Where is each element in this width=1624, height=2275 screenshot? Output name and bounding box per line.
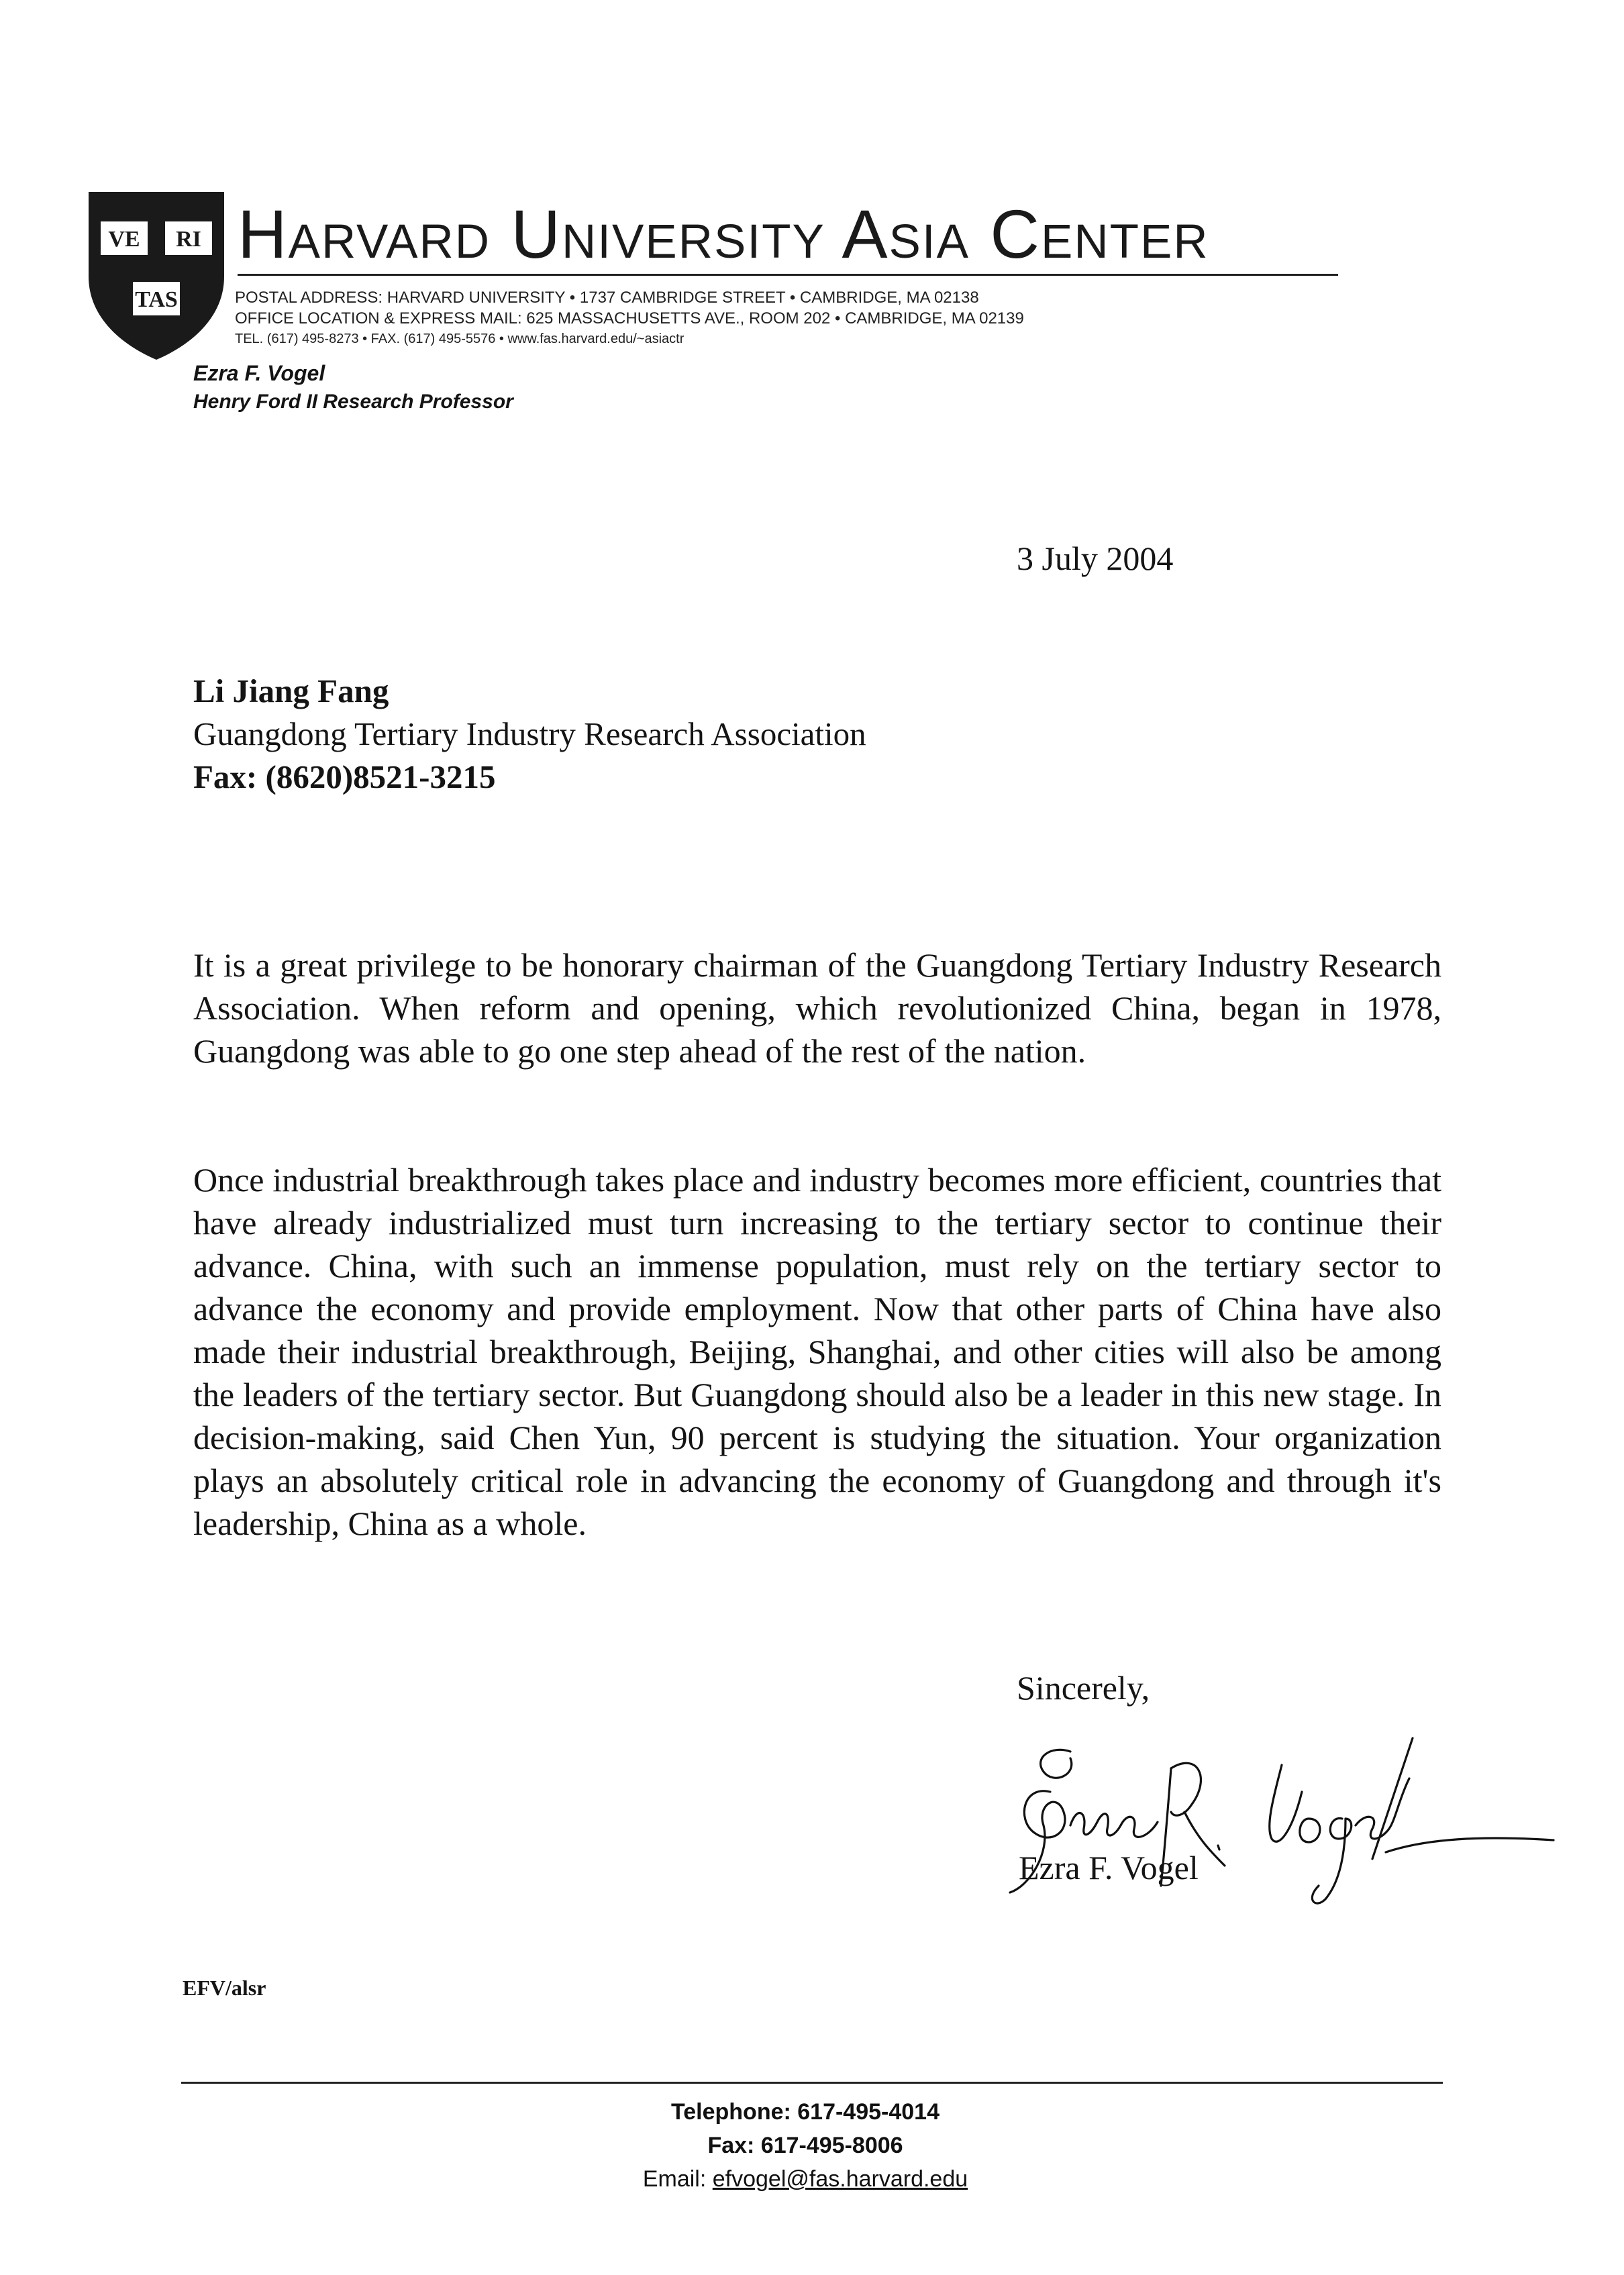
office-location: OFFICE LOCATION & EXPRESS MAIL: 625 MASSACHUSETTS AVE., ROOM 202 • CAMBRIDGE, MA 02139 xyxy=(235,309,1024,327)
typist-initials: EFV/alsr xyxy=(183,1976,266,2000)
harvard-shield-icon xyxy=(86,189,227,362)
shield-text-ri: RI xyxy=(176,227,201,252)
header-divider xyxy=(238,274,1338,276)
footer-contact xyxy=(470,2095,1141,2196)
shield-text-ve: VE xyxy=(108,227,140,252)
recipient-name: Li Jiang Fang xyxy=(193,672,389,709)
recipient-organization: Guangdong Tertiary Industry Research Association xyxy=(193,715,866,752)
footer-email-label: Email: xyxy=(642,2166,713,2192)
footer-divider xyxy=(181,2082,1443,2084)
signer-name: Ezra F. Vogel xyxy=(1019,1849,1199,1886)
footer-fax: Fax: 617-495-8006 xyxy=(707,2133,903,2158)
body-paragraph: It is a great privilege to be honorary chairman of the Guangdong Tertiary Industry Research Association. When reform and opening, which revolutionized China, began in 1978, Guangdong was able to go one step ahead of the rest of the nation. xyxy=(193,946,1441,1070)
footer-email-line xyxy=(470,2162,1141,2196)
footer-telephone: Telephone: 617-495-4014 xyxy=(671,2099,940,2125)
closing: Sincerely, xyxy=(1017,1669,1150,1707)
organization-name: Harvard University Asia Center xyxy=(238,196,1209,272)
author-title: Henry Ford II Research Professor xyxy=(193,391,513,413)
tel-fax-web: TEL. (617) 495-8273 • FAX. (617) 495-5576 • www.fas.harvard.edu/~asiactr xyxy=(235,332,684,346)
shield-text-tas: TAS xyxy=(135,287,178,312)
handwritten-signature xyxy=(970,1711,1560,1926)
author-name: Ezra F. Vogel xyxy=(193,361,325,385)
recipient-fax: Fax: (8620)8521-3215 xyxy=(193,758,496,795)
body-paragraph: Once industrial breakthrough takes place and industry becomes more efficient, countries that have already industrialized must turn increasing to the tertiary sector to continue their advance. China, with such an immense population, must rely on the tertiary sector to advance the economy and provide employment. Now that other parts of China have also made their industrial breakthrough, Beijing, Shanghai, and other cities will also be among the leaders of the tertiary sector. But Guangdong should also be a leader in this new stage. In decision-making, said Chen Yun, 90 percent is studying the situation. Your organization plays an absolutely critical role in advancing the economy of Guangdong and through it's leadership, China as a whole. xyxy=(193,1161,1441,1542)
address-block xyxy=(235,287,1024,350)
footer-email-link[interactable]: efvogel@fas.harvard.edu xyxy=(712,2166,968,2192)
postal-address: POSTAL ADDRESS: HARVARD UNIVERSITY • 1737 CAMBRIDGE STREET • CAMBRIDGE, MA 02138 xyxy=(235,289,979,307)
recipient-block xyxy=(193,670,866,799)
letter-date: 3 July 2004 xyxy=(1017,540,1174,577)
